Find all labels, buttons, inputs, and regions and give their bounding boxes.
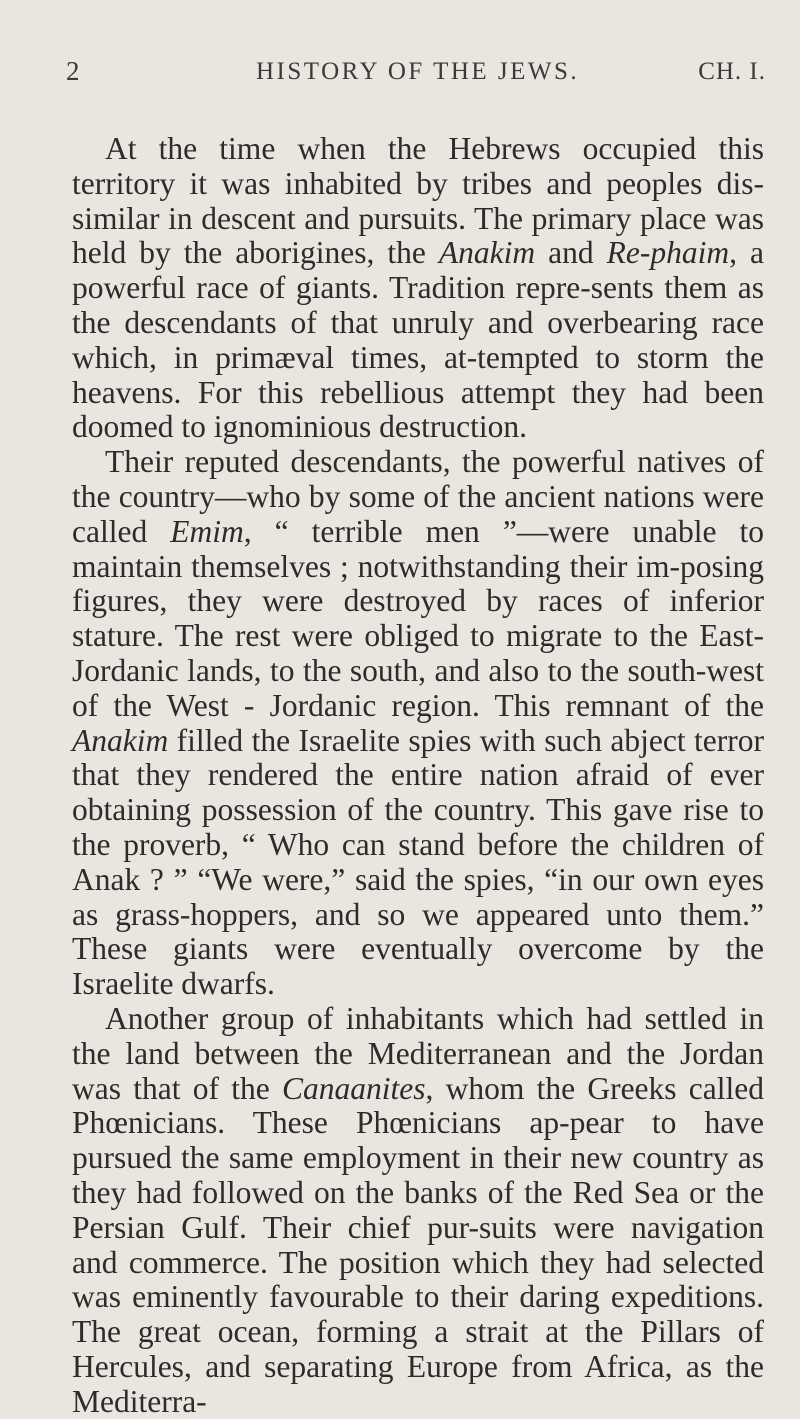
italic-term: Anakim bbox=[72, 722, 169, 758]
chapter-reference: CH. I. bbox=[698, 58, 766, 85]
text-run: , a powerful race of giants. Tradition repre-sents them as the descendants of that unruly and overbearing race which, in primæval times, at-tempted to storm the heavens. For this rebellious attempt they had been doomed to ignominious destruction. bbox=[72, 235, 765, 445]
text-run: filled the Israelite spies with such abject terror that they rendered the entire nation afraid of ever obtaining possession of the country. This gave rise to the proverb, “ Who can stand before the children of Anak ? ” “We were,” said the spies, “in our own eyes as grass-hoppers, and so we appeared unto them.” These giants were eventually overcome by the Israelite dwarfs. bbox=[72, 722, 764, 1002]
italic-term: Emim bbox=[170, 513, 244, 549]
text-run: At the time when the Hebrews occupied this territory it was inhabited by tribes and peoples dis-similar in descent and pursuits. The primary place was held by the aborigines, the bbox=[72, 131, 764, 271]
running-head bbox=[66, 52, 766, 92]
page-number: 2 bbox=[66, 56, 80, 86]
text-run: Another group of inhabitants which had settled in the land between the Mediterranean and the Jordan was that of the bbox=[72, 1000, 764, 1106]
text-run: Their reputed descendants, the powerful natives of the country—who by some of the ancient nations were called bbox=[72, 444, 764, 549]
paragraph-1 bbox=[72, 132, 764, 445]
italic-term: Canaanites bbox=[281, 1070, 426, 1106]
paragraph-3 bbox=[72, 1002, 764, 1419]
paragraph-2 bbox=[72, 445, 764, 1002]
body-text bbox=[72, 132, 764, 1419]
italic-term: Re-phaim bbox=[606, 235, 730, 271]
text-run: and bbox=[535, 235, 607, 271]
italic-term: Anakim bbox=[438, 235, 536, 271]
text-run: , “ terrible men ”—were unable to maintain themselves ; notwithstanding their im-posing figures, they were destroyed by races of inferior stature. The rest were obliged to migrate to the East-Jordanic lands, to the south, and also to the south-west of the West - Jordanic region. This remnant of the bbox=[72, 513, 764, 723]
running-title: HISTORY OF THE JEWS. bbox=[256, 58, 580, 85]
text-run: , whom the Greeks called Phœnicians. These Phœnicians ap-pear to have pursued the same employment in their new country as they had followed on the banks of the Red Sea or the Persian Gulf. Their chief pur-suits were navigation and commerce. The position which they had selected was eminently favourable to their daring expeditions. The great ocean, forming a strait at the Pillars of Hercules, and separating Europe from Africa, as the Mediterra- bbox=[72, 1070, 764, 1419]
